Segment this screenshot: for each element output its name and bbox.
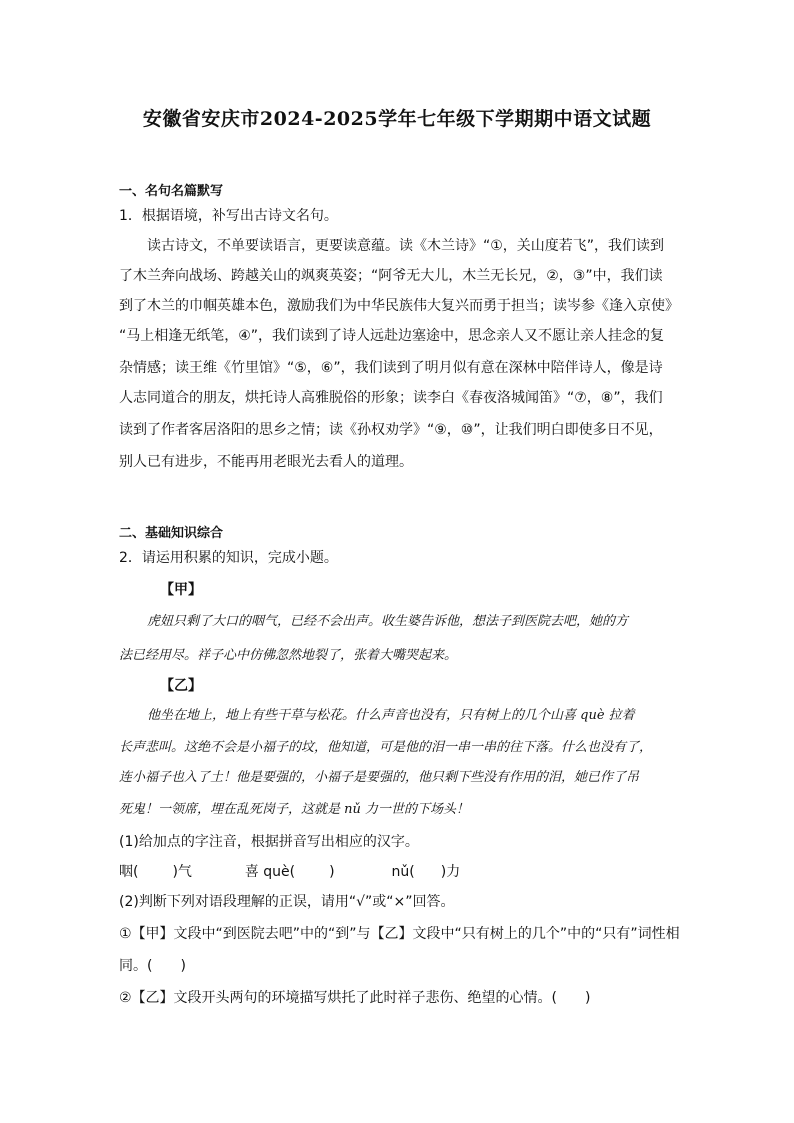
q1-paragraph-line: 读古诗文，不单要读语言，更要读意蕴。读《木兰诗》“①，关山度若飞”，我们读到 [147,238,665,254]
section1-heading: 一、名句名篇默写 [119,184,224,199]
sub2-item1-line1: ①【甲】文段中“到医院去吧”中的“到”与【乙】文段中“只有树上的几个”中的“只有”词性相 [119,926,680,942]
sub1-items [119,862,689,882]
sub2-item1-line2[interactable]: 同。( ) [119,958,186,974]
yi-text-line: 他坐在地上，地上有些干草与松花。什么声音也没有，只有树上的几个山喜 què 拉着 [147,708,635,723]
sub1-item-c-after: )力 [440,864,461,880]
jia-text-line: 虎妞只剩了大口的咽气，已经不会出声。收生婆告诉他，想法子到医院去吧，她的方 [147,614,629,629]
sub1-item-a-after: )气 [172,864,192,880]
q1-paragraph-line: “马上相逢无纸笔，④”，我们读到了诗人远赴边塞途中，思念亲人又不愿让亲人挂念的复 [119,328,665,344]
sub2-stem: (2)判断下列对语段理解的正误，请用“√”或“×”回答。 [119,894,455,910]
q1-paragraph-line: 了木兰奔向战场、跨越关山的飒爽英姿；“阿爷无大儿，木兰无长兄，②，③”中，我们读 [119,268,663,284]
sub1-item-a-char: 咽( [119,864,139,880]
yi-text-line: 连小福子也入了土！他是要强的，小福子是要强的，他只剩下些没有作用的泪，她已作了吊 [119,770,640,785]
yi-text-line: 长声悲叫。这绝不会是小福子的坟，他知道，可是他的泪一串一串的往下落。什么也没有了， [119,740,653,755]
q1-paragraph-line: 人志同道合的朋友，烘托诗人高雅脱俗的形象；读李白《春夜洛城闻笛》“⑦，⑧”，我们 [119,390,663,406]
q1-paragraph-line: 读到了作者客居洛阳的思乡之情；读《孙权劝学》“⑨，⑩”，让我们明白即使多日不见， [119,422,663,438]
page-title: 安徽省安庆市2024-2025学年七年级下学期期中语文试题 [142,108,652,130]
jia-label: 【甲】 [160,582,202,598]
q2-stem: 2．请运用积累的知识，完成小题。 [119,550,338,566]
q1-paragraph-line: 别人已有进步，不能再用老眼光去看人的道理。 [119,454,413,470]
sub1-item-c-char: nǔ( [391,864,415,880]
q1-paragraph-line: 到了木兰的巾帼英雄本色，激励我们为中华民族伟大复兴而勇于担当；读岑参《逢入京使》 [119,298,679,314]
q1-stem: 1．根据语境，补写出古诗文名句。 [119,208,338,224]
sub1-stem: (1)给加点的字注音，根据拼音写出相应的汉字。 [119,834,419,850]
sub1-item-b-after: ) [329,864,335,880]
sub1-item-b-char: 喜 què( [244,864,296,880]
jia-text-line: 法已经用尽。祥子心中仿佛忽然地裂了，张着大嘴哭起来。 [119,648,458,663]
yi-label: 【乙】 [160,678,202,694]
q1-paragraph-line: 杂情感；读王维《竹里馆》“⑤，⑥”，我们读到了明月似有意在深林中陪伴诗人，像是诗 [119,360,663,376]
yi-text-line: 死鬼！一领席，埋在乱死岗子，这就是 nǔ 力一世的下场头！ [119,802,470,817]
section2-heading: 二、基础知识综合 [119,526,224,541]
sub2-item2[interactable]: ②【乙】文段开头两句的环境描写烘托了此时祥子悲伤、绝望的心情。( ) [119,990,591,1006]
